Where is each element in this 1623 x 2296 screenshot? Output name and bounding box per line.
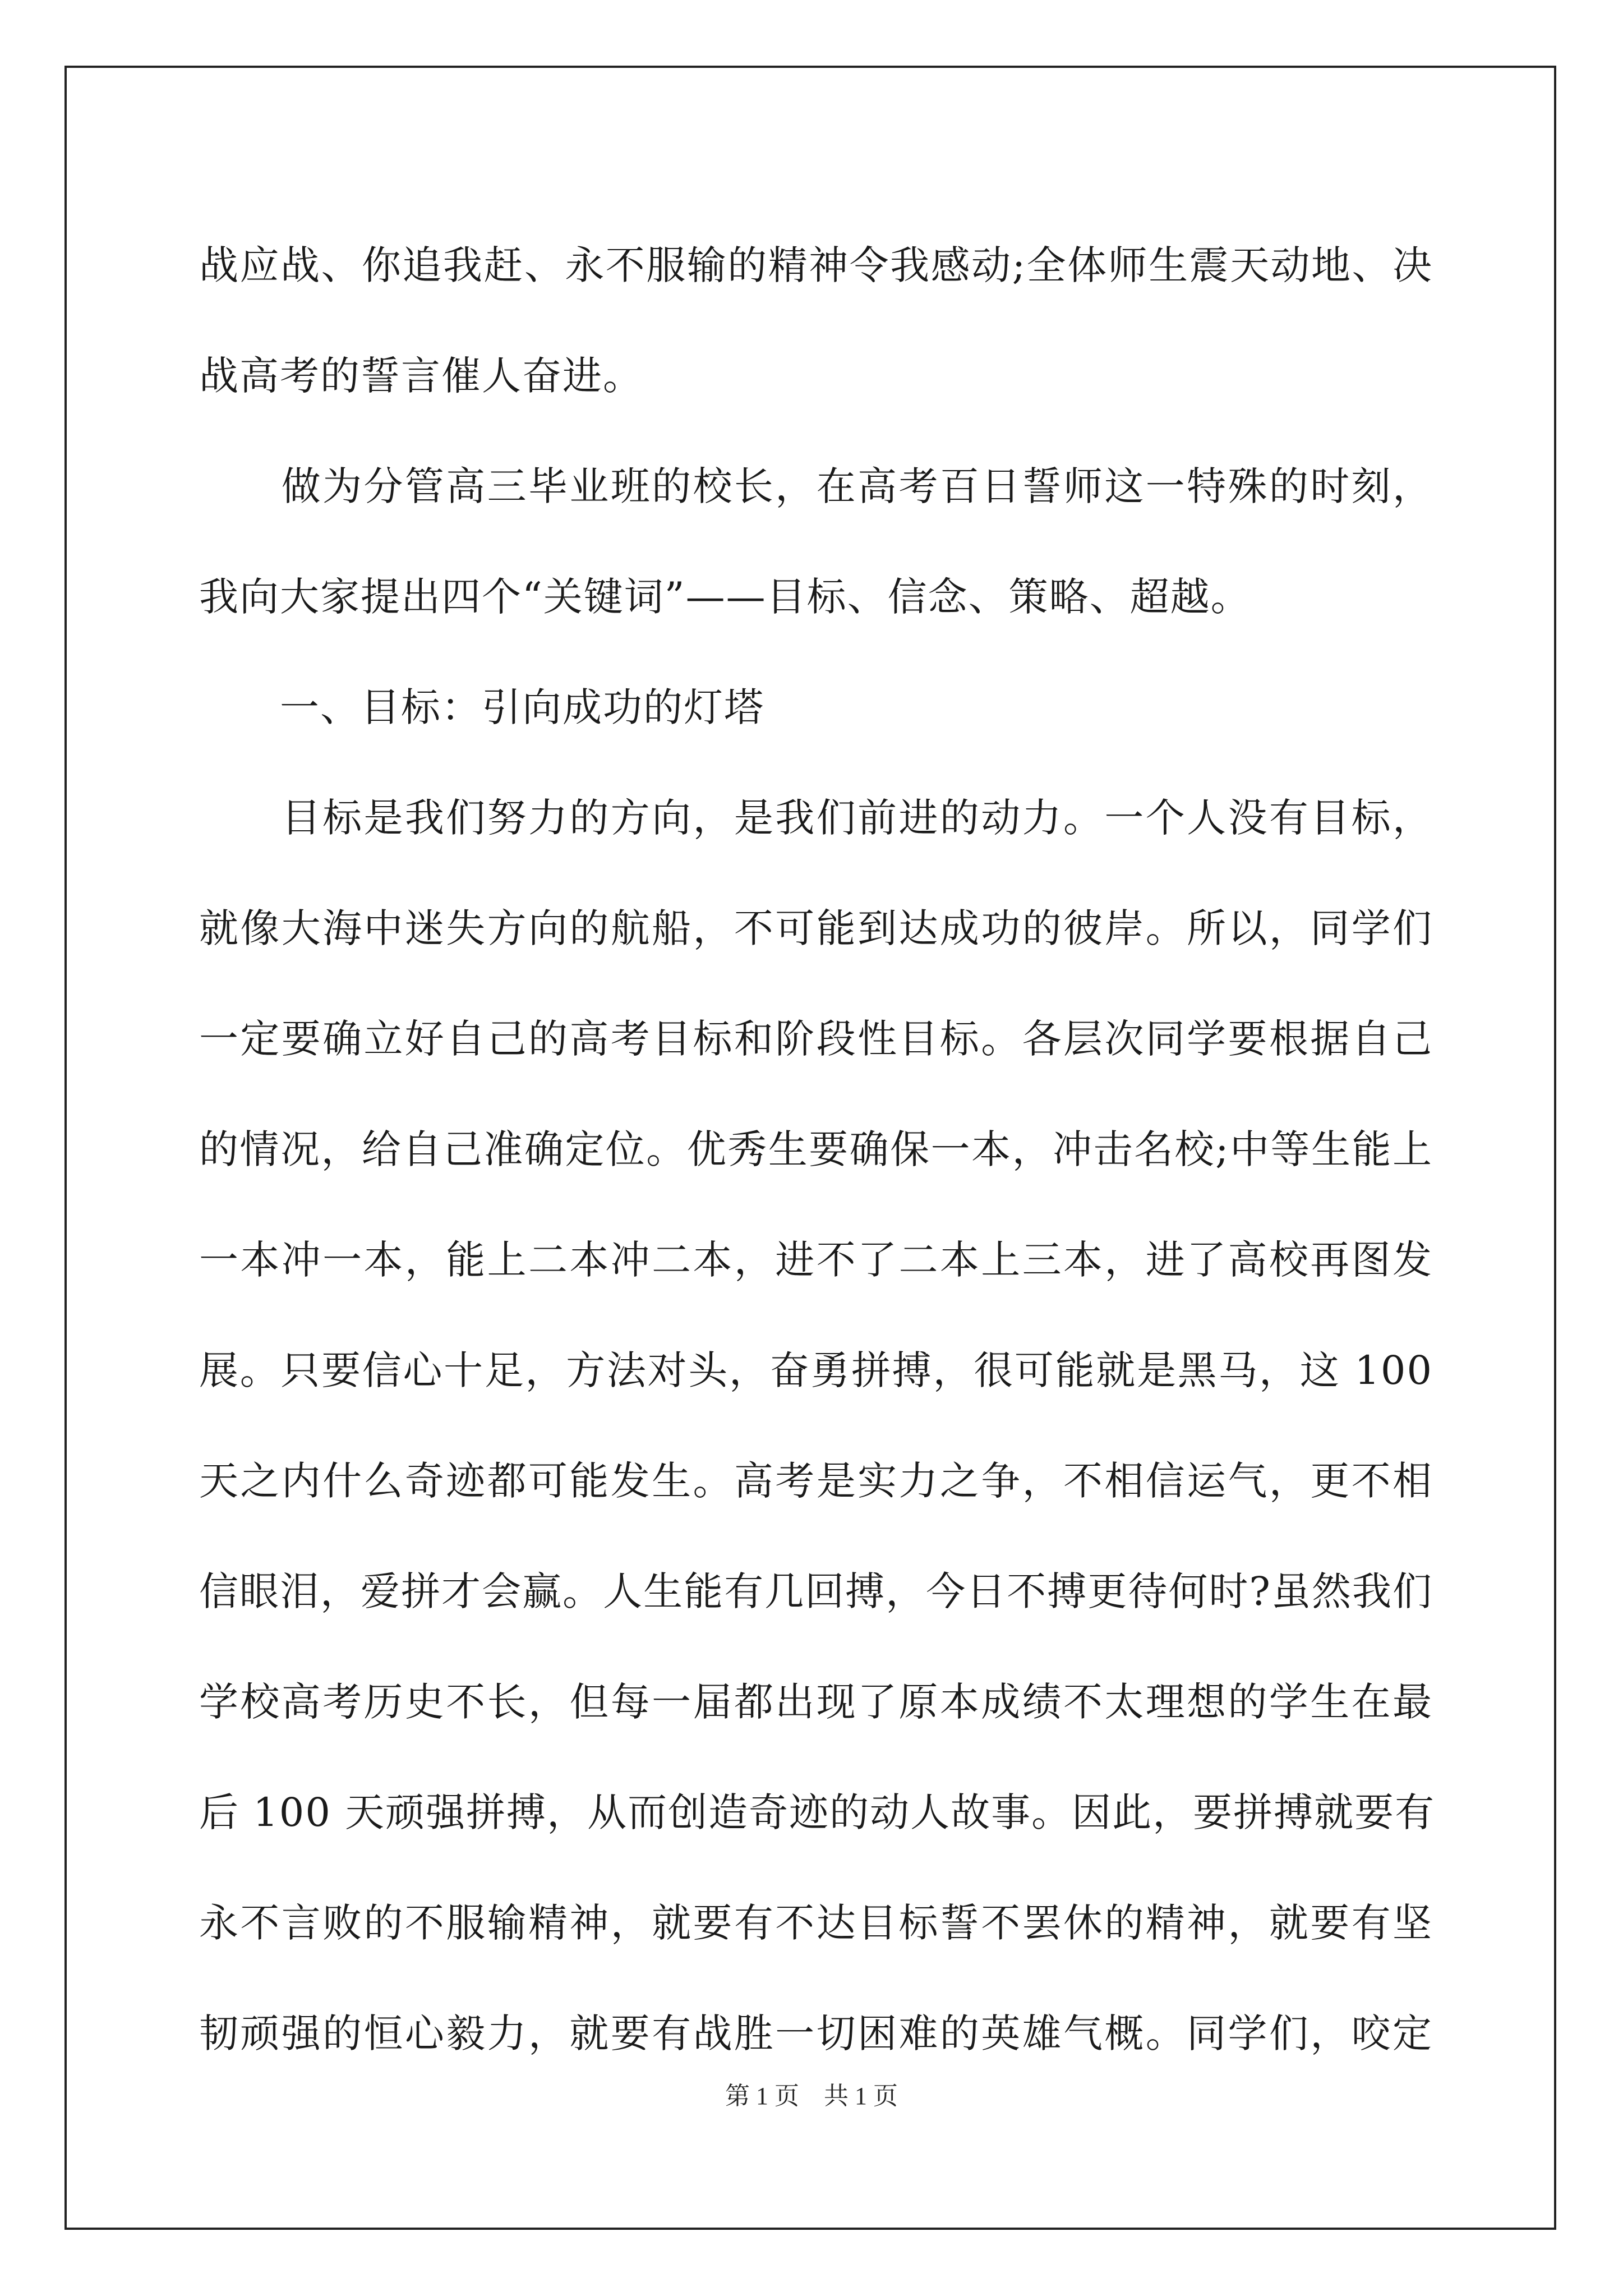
text-line: 战应战、你追我赶、永不服输的精神令我感动;全体师生震天动地、决 xyxy=(199,242,1433,288)
text-line: 我向大家提出四个“关键词”——目标、信念、策略、超越。 xyxy=(199,574,1251,620)
text-line: 做为分管高三毕业班的校长，在高考百日誓师这一特殊的时刻， xyxy=(199,463,1433,509)
text-line: 天之内什么奇迹都可能发生。高考是实力之争，不相信运气，更不相 xyxy=(199,1458,1433,1504)
page-footer: 第 1 页 共 1 页 xyxy=(725,2082,898,2110)
text-line: 一本冲一本，能上二本冲二本，进不了二本上三本，进了高校再图发 xyxy=(199,1237,1433,1283)
text-line: 韧顽强的恒心毅力，就要有战胜一切困难的英雄气概。同学们，咬定 xyxy=(199,2010,1433,2056)
text-line: 学校高考历史不长，但每一届都出现了原本成绩不太理想的学生在最 xyxy=(199,1679,1433,1725)
section-heading: 一、目标：引向成功的灯塔 xyxy=(199,684,764,730)
text-line: 信眼泪，爱拼才会赢。人生能有几回搏，今日不搏更待何时?虽然我们 xyxy=(199,1568,1433,1614)
text-line: 的情况，给自己准确定位。优秀生要确保一本，冲击名校;中等生能上 xyxy=(199,1126,1433,1172)
text-line: 战高考的誓言催人奋进。 xyxy=(199,353,643,399)
text-line: 一定要确立好自己的高考目标和阶段性目标。各层次同学要根据自己 xyxy=(199,1016,1433,1062)
document-body xyxy=(199,210,1436,2089)
text-line: 展。只要信心十足，方法对头，奋勇拼搏，很可能就是黑马，这 100 xyxy=(199,1347,1433,1393)
text-line: 后 100 天顽强拼搏，从而创造奇迹的动人故事。因此，要拼搏就要有 xyxy=(199,1789,1436,1835)
text-line: 就像大海中迷失方向的航船，不可能到达成功的彼岸。所以，同学们 xyxy=(199,905,1433,951)
text-line: 永不言败的不服输精神，就要有不达目标誓不罢休的精神，就要有坚 xyxy=(199,1900,1433,1946)
text-line: 目标是我们努力的方向，是我们前进的动力。一个人没有目标， xyxy=(199,795,1433,841)
